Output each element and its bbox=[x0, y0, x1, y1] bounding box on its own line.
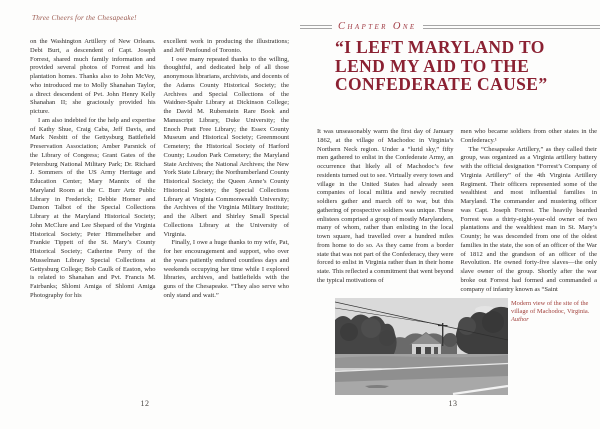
running-header: Three Cheers for the Chesapeake! bbox=[32, 14, 137, 22]
photo-caption-credit: Author bbox=[511, 316, 529, 323]
chapter-rule-left bbox=[300, 25, 332, 29]
chapter-rule-right bbox=[423, 25, 600, 29]
left-column-1 bbox=[30, 38, 156, 301]
chapter-header bbox=[300, 21, 600, 32]
paragraph: It was unseasonably warm the first day of January 1862, at the village of Machodoc in Virginia’s Northern Neck region. Under a “lurid sky,” fifty men gathered to enlist in the Confederate Army, an occurrence that likely all of Machodoc’s few residents turned out to see. Virtually every town and village in the United States had already seen companies of local militia and newly recruited soldiers gather and march off to war, but this gathering of prospective soldiers was unique. These enlistees comprised a group of mostly Marylanders, many of whom, rather than enlisting in the local town square, had travelled over a hundred miles from home to do so. As they came from a border state that was not part of the Confederacy, they were forced to enlist in Virginia rather than in their home state. This reflected a commitment that went beyond the typical motivations of bbox=[317, 128, 454, 284]
paragraph: Finally, I owe a huge thanks to my wife, Pat, for her encouragement and support, who over the years patiently endured countless days and weekends occupying her time while I explored libraries, archives, and battlefields with the guns of the Chesapeake. “They also serve who only stand and wait.” bbox=[163, 239, 289, 299]
paragraph: excellent work in producing the illustrations; and Jeff Penfound of Toronto. bbox=[163, 38, 289, 54]
right-page-columns bbox=[317, 128, 597, 300]
right-column-2 bbox=[461, 128, 598, 300]
paragraph: I owe many repeated thanks to the willing, thoughtful, and dedicated help of all those anonymous librarians, archivists, and docents of the Adams County Historical Society; the Archives and Special Collections of the Waidner-Spahr Library at Dickinson College; the David M. Rubenstein Rare Book and Manuscript Library, Duke University; the Enoch Pratt Free Library; the Essex County Museum and Historical Society; Greenmount Cemetery; the Historical Society of Harford County; Loudon Park Cemetery; the Maryland State Archives; the National Archives; the New York State Library; the Northumberland County Historical Society; the Queen Anne’s County Historical Society; the Special Collections Library at Virginia Commonwealth University; the Archives of the Virginia Military Institute; and the Albert and Shirley Small Special Collections Library at the University of Virginia. bbox=[163, 55, 289, 238]
paragraph: The “Chesapeake Artillery,” as they called their group, was organized as a Virginia artillery battery with the official designation “Forrest’s Company of Virginia Artillery” of the 4th Virginia Artillery Regiment. Their officers represented some of the wealthiest and most influential families in Maryland. The commander and mustering officer was Capt. Joseph Forrest. The heavily bearded Forrest was a thirty-eight-year-old owner of two plantations and the wealthiest man in St. Mary’s County; he was descended from one of the oldest families in the state, the son of an officer of the War of 1812 and the grandson of an officer of the Revolution. He owned forty-five slaves—the only slave owner of the group. Shortly after the war broke out Forrest had formed and commanded a company of infantry known as “Saint bbox=[460, 145, 597, 293]
paragraph: men who became soldiers from other states in the Confederacy.¹ bbox=[460, 128, 597, 144]
right-column-1 bbox=[317, 128, 454, 300]
page-number-left: 12 bbox=[140, 399, 150, 408]
chapter-title-line: LEND MY AID TO THE bbox=[335, 55, 530, 76]
photo-caption-text: Modern view of the site of the village of Machodoc, Virginia. bbox=[511, 300, 590, 315]
machodoc-photo bbox=[335, 298, 508, 395]
chapter-title-line: “I LEFT MARYLAND TO bbox=[335, 37, 545, 57]
chapter-label: Chapter One bbox=[338, 21, 417, 32]
left-page bbox=[30, 14, 289, 301]
left-page-columns bbox=[30, 38, 289, 301]
chapter-title bbox=[335, 38, 548, 94]
paragraph: I am also indebted for the help and expertise of Kathy Shue, Craig Caba, Jeff Davis, and Mark Nesbitt of the Gettysburg Battlefield Preservation Association; Amber Parsnick of the Library of Congress; Grant Gates of the Petersburg National Military Park; Dr. Richard J. Sommers of the US Army Heritage and Education Center; Mary Mannix of the Maryland Room at the C. Burr Artz Public Library in Frederick; Debbie Horner and Damon Talbot of the Special Collections Library at the Maryland Historical Society; John McClure and Lee Shepard of the Virginia Historical Society; Peter Himmelheber and Frankie Tippett of the St. Mary’s County Historical Society; Catherine Perry of the Musselman Library Special Collections at Gettysburg College; Bob Caulk of Easton, who is related to Shanahan and Pvt. Francis M. Fairbanks; Shlomi Amiga of Shlomi Amiga Photography for his bbox=[30, 116, 156, 299]
page-number-right: 13 bbox=[448, 399, 458, 408]
photo-caption bbox=[511, 300, 597, 324]
chapter-title-line: CONFEDERATE CAUSE” bbox=[335, 74, 548, 94]
paragraph: on the Washington Artillery of New Orleans. Debi Burt, a descendent of Capt. Joseph Forrest, shared much family information and provided several photos of Forrest and his plantation homes. Thanks also to John McVey, who introduced me to Molly Shanahan Taylor, a direct descendent of Pvt. John Henry Kelly Shanahan II; she graciously provided his picture. bbox=[30, 38, 156, 115]
left-column-2 bbox=[164, 38, 290, 301]
machodoc-photo-art bbox=[335, 298, 508, 395]
